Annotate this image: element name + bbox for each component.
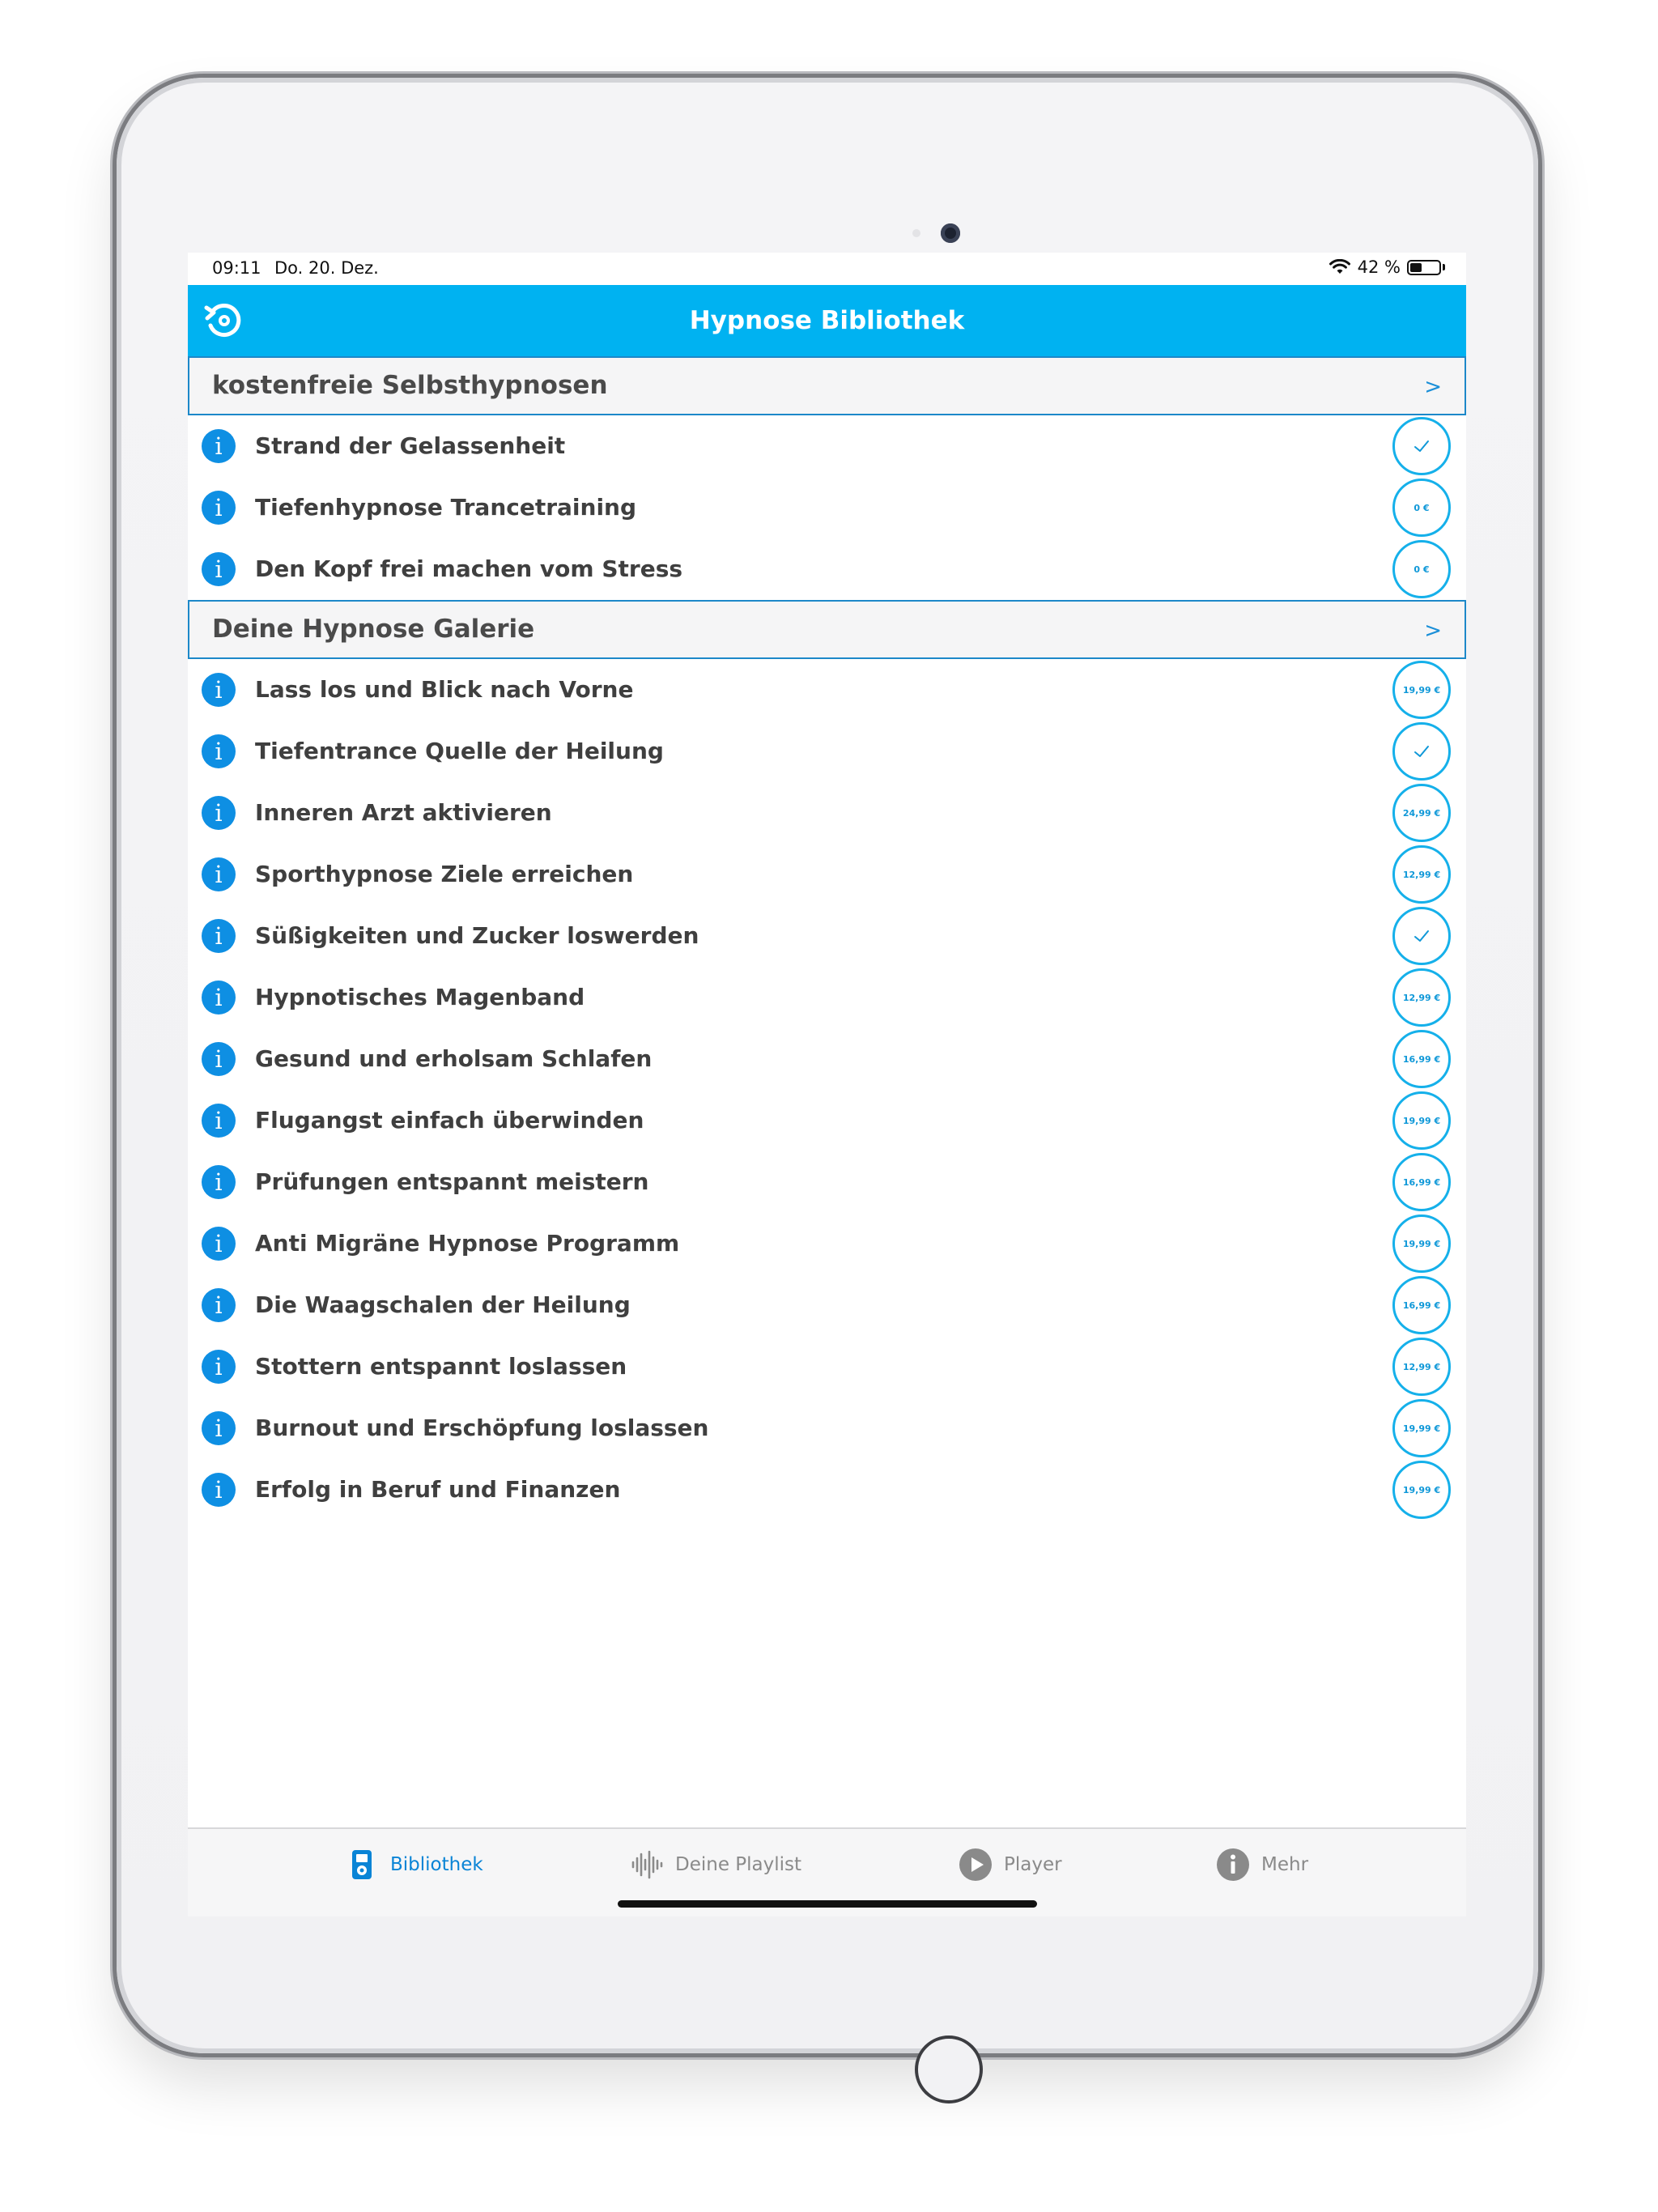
app-screen: [188, 253, 1466, 1916]
library-icon: [345, 1848, 379, 1882]
info-icon[interactable]: i: [202, 1227, 236, 1261]
info-icon[interactable]: i: [202, 1350, 236, 1384]
item-title: Lass los und Blick nach Vorne: [255, 676, 634, 703]
list-item[interactable]: [188, 721, 1466, 782]
tab-mehr[interactable]: [1216, 1847, 1308, 1882]
price-button[interactable]: 19,99 €: [1392, 1091, 1451, 1150]
item-title: Tiefenhypnose Trancetraining: [255, 494, 637, 521]
item-title: Die Waagschalen der Heilung: [255, 1291, 631, 1318]
info-icon[interactable]: i: [202, 734, 236, 768]
chevron-right-icon: >: [1424, 619, 1442, 643]
list-item[interactable]: [188, 1028, 1466, 1090]
list-item[interactable]: [188, 844, 1466, 905]
price-button[interactable]: 19,99 €: [1392, 1214, 1451, 1273]
info-icon[interactable]: i: [202, 1104, 236, 1138]
info-icon[interactable]: i: [202, 919, 236, 953]
battery-level: [1410, 263, 1422, 272]
info-icon[interactable]: i: [202, 1288, 236, 1322]
list-item[interactable]: [188, 905, 1466, 967]
section-title: Deine Hypnose Galerie: [212, 615, 535, 644]
tab-player[interactable]: [959, 1847, 1062, 1882]
chevron-right-icon: >: [1424, 375, 1442, 399]
price-button[interactable]: 16,99 €: [1392, 1153, 1451, 1211]
section-title: kostenfreie Selbsthypnosen: [212, 371, 608, 400]
info-icon[interactable]: i: [202, 1042, 236, 1076]
info-icon[interactable]: i: [202, 491, 236, 525]
tab-bibliothek[interactable]: [345, 1847, 483, 1882]
price-button[interactable]: 12,99 €: [1392, 845, 1451, 904]
list-item[interactable]: [188, 1274, 1466, 1336]
price-button[interactable]: 12,99 €: [1392, 968, 1451, 1027]
tab-bar: [188, 1827, 1466, 1916]
info-icon[interactable]: i: [202, 1165, 236, 1199]
list-item[interactable]: [188, 1336, 1466, 1397]
section-header[interactable]: [188, 356, 1466, 415]
item-title: Stottern entspannt loslassen: [255, 1353, 627, 1380]
section-header[interactable]: [188, 600, 1466, 659]
list-item[interactable]: [188, 967, 1466, 1028]
tab-label: Mehr: [1261, 1854, 1309, 1875]
home-indicator: [618, 1900, 1037, 1908]
list-item[interactable]: [188, 538, 1466, 600]
checkmark-icon: [1413, 437, 1431, 455]
price-button[interactable]: 19,99 €: [1392, 661, 1451, 719]
info-icon[interactable]: i: [202, 429, 236, 463]
waveform-icon: [630, 1848, 664, 1882]
item-title: Gesund und erholsam Schlafen: [255, 1045, 653, 1072]
list-item[interactable]: [188, 1459, 1466, 1521]
refresh-icon[interactable]: [199, 296, 248, 345]
battery-icon: [1407, 260, 1441, 275]
item-title: Inneren Arzt aktivieren: [255, 799, 552, 826]
tab-label: Bibliothek: [390, 1854, 483, 1875]
price-button[interactable]: 16,99 €: [1392, 1030, 1451, 1088]
item-title: Burnout und Erschöpfung loslassen: [255, 1414, 709, 1441]
tab-label: Player: [1004, 1854, 1062, 1875]
item-title: Erfolg in Beruf und Finanzen: [255, 1476, 621, 1503]
checkmark-icon: [1413, 742, 1431, 760]
info-icon[interactable]: i: [202, 673, 236, 707]
info-icon: [1216, 1848, 1250, 1882]
price-button[interactable]: 12,99 €: [1392, 1338, 1451, 1396]
wifi-icon: [1329, 259, 1351, 275]
item-title: Flugangst einfach überwinden: [255, 1107, 644, 1134]
list-item[interactable]: [188, 659, 1466, 721]
price-button[interactable]: 24,99 €: [1392, 784, 1451, 842]
item-title: Tiefentrance Quelle der Heilung: [255, 738, 664, 764]
info-icon[interactable]: i: [202, 857, 236, 891]
item-title: Süßigkeiten und Zucker loswerden: [255, 922, 699, 949]
list-item[interactable]: [188, 415, 1466, 477]
price-button[interactable]: 0 €: [1392, 540, 1451, 598]
item-title: Hypnotisches Magenband: [255, 984, 585, 1010]
checkmark-icon: [1413, 927, 1431, 945]
tab-label: Deine Playlist: [675, 1854, 802, 1875]
list-item[interactable]: [188, 1151, 1466, 1213]
navigation-bar: [188, 285, 1466, 356]
list-item[interactable]: [188, 477, 1466, 538]
owned-badge[interactable]: [1392, 417, 1451, 475]
tab-deine-playlist[interactable]: [630, 1847, 801, 1882]
status-date: Do. 20. Dez.: [274, 258, 379, 278]
item-title: Anti Migräne Hypnose Programm: [255, 1230, 680, 1257]
price-button[interactable]: 19,99 €: [1392, 1399, 1451, 1457]
item-title: Sporthypnose Ziele erreichen: [255, 861, 634, 887]
list-item[interactable]: [188, 1397, 1466, 1459]
info-icon[interactable]: i: [202, 1411, 236, 1445]
price-button[interactable]: 19,99 €: [1392, 1461, 1451, 1519]
price-button[interactable]: 16,99 €: [1392, 1276, 1451, 1334]
info-icon[interactable]: i: [202, 552, 236, 586]
battery-percent: 42 %: [1357, 257, 1401, 277]
play-icon: [959, 1848, 993, 1882]
owned-badge[interactable]: [1392, 722, 1451, 781]
info-icon[interactable]: i: [202, 981, 236, 1015]
front-camera-icon: [941, 223, 960, 243]
info-icon[interactable]: i: [202, 1473, 236, 1507]
page-title: Hypnose Bibliothek: [689, 306, 965, 335]
list-item[interactable]: [188, 782, 1466, 844]
info-icon[interactable]: i: [202, 796, 236, 830]
list-item[interactable]: [188, 1090, 1466, 1151]
item-title: Den Kopf frei machen vom Stress: [255, 555, 683, 582]
item-title: Prüfungen entspannt meistern: [255, 1168, 649, 1195]
status-bar: [188, 253, 1466, 285]
owned-badge[interactable]: [1392, 907, 1451, 965]
home-button[interactable]: [915, 2035, 983, 2104]
price-button[interactable]: 0 €: [1392, 479, 1451, 537]
item-title: Strand der Gelassenheit: [255, 432, 566, 459]
status-time: 09:11: [212, 258, 261, 278]
status-indicators: [1329, 257, 1445, 277]
ambient-sensor: [912, 229, 920, 237]
battery-tip: [1443, 264, 1445, 270]
list-item[interactable]: [188, 1213, 1466, 1274]
